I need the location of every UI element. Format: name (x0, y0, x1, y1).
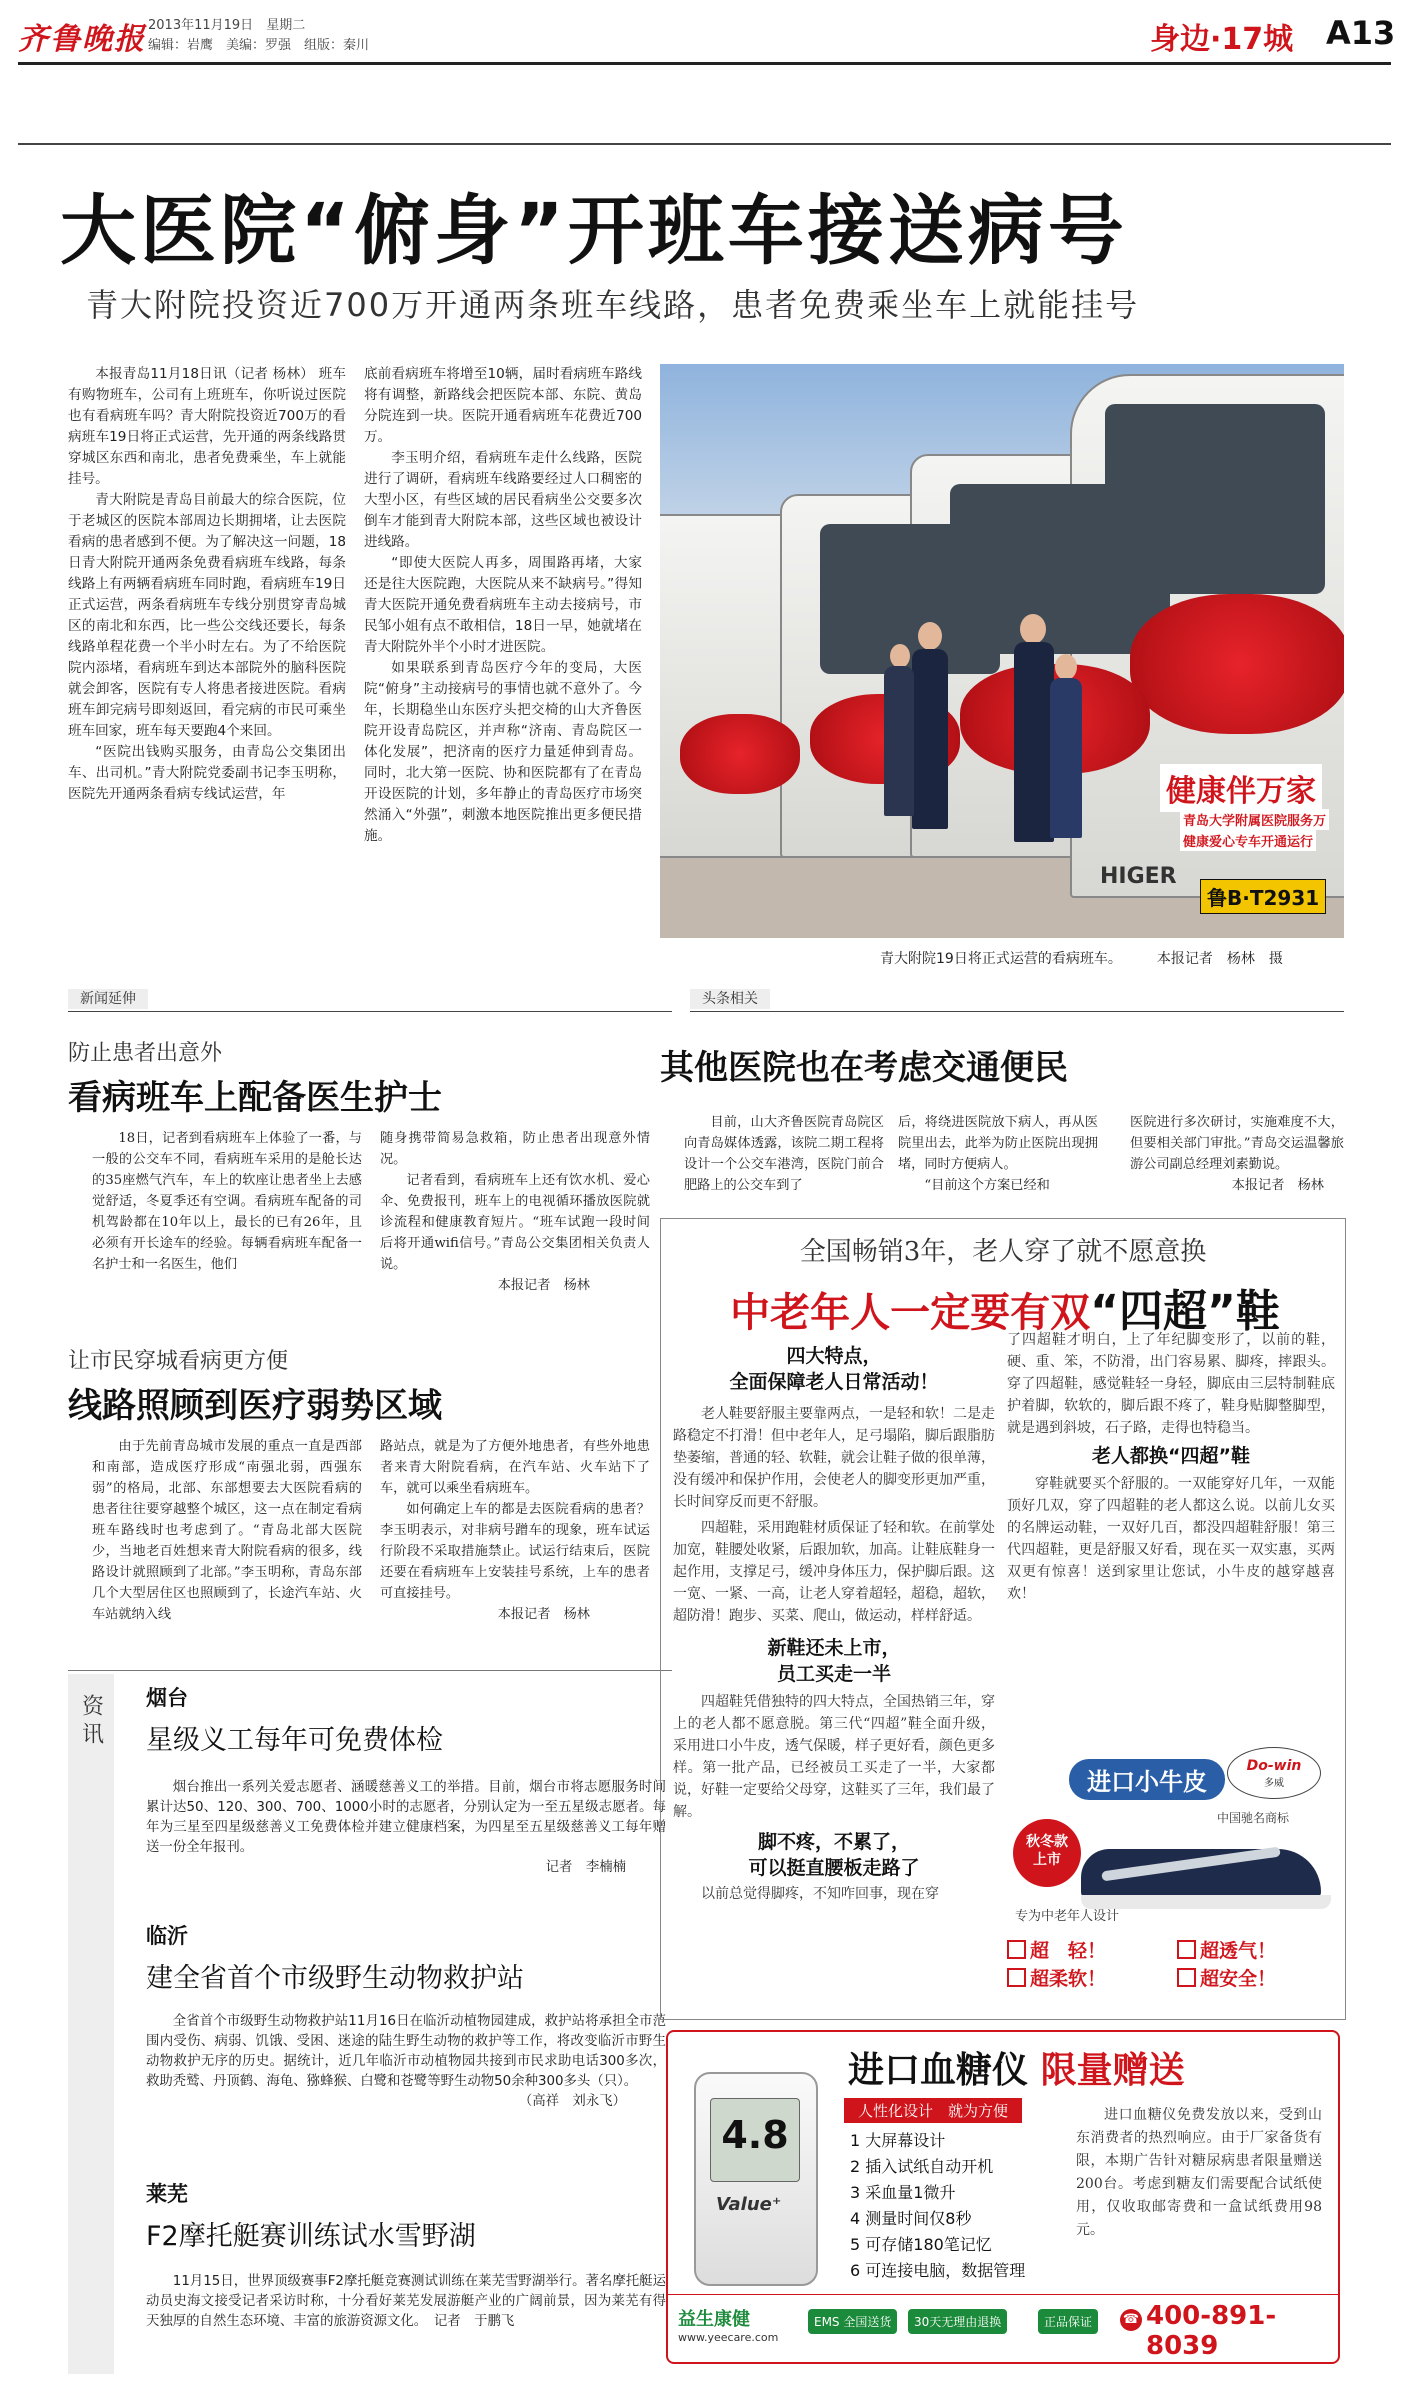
season-badge: 秋冬款 上市 (1013, 1819, 1081, 1887)
paragraph: 由于先前青岛城市发展的重点一直是西部和南部，造成医疗形成“南强北弱，西强东弱”的格局，北部、东部想要去大医院看病的患者往往要穿越整个城区，这一点在制定看病班车路线时也考虑到了。“青岛北部大医院少，当地老百姓想来青大附院看病的很多，线路设计就照顾到了北部。”李玉明称，青岛东部几个大型居住区也照顾到了，长途汽车站、火车站就纳入线 (92, 1439, 362, 1622)
paragraph: 如果联系到青岛医疗今年的变局，大医院“俯身”主动接病号的事情也就不意外了。今年，长期稳坐山东医疗头把交椅的山大齐鲁医院开设青岛院区，并声称“济南、青岛院区一体化发展”，把济南的医疗力量延伸到青岛。同时，北大第一医院、协和医院都有了在青岛开设医院的计划，多年静止的青岛医疗市场突然涌入“外强”，刺激本地医院推出更多便民措施。 (364, 660, 642, 844)
glucose-ad (666, 2030, 1340, 2364)
glucose-phone: 400-891-8039 (1146, 2301, 1277, 2361)
paragraph: 11月15日，世界顶级赛事F2摩托艇竞赛测试训练在莱芜雪野湖举行。著名摩托艇运动员史海文接受记者采访时称，十分看好莱芜发展游艇产业的广阔前景，因为莱芜有得天独厚的自然生态环境、丰富的旅游资源文化。 记者 于鹏飞 (146, 2274, 666, 2329)
bus-sign-3: 健康爱心专车开通运行 (1180, 830, 1316, 851)
glucose-title: 进口血糖仪 限量赠送 (848, 2050, 1185, 2091)
news-extension-label: 新闻延伸 (68, 988, 672, 1012)
shoe-ad-sub1: 四大特点， 全面保障老人日常活动！ (729, 1345, 939, 1393)
story2-kicker: 让市民穿城看病更方便 (68, 1349, 289, 1374)
story1-col2 (380, 1128, 650, 1296)
feature-soft: 超柔软！ (1007, 1965, 1187, 1993)
paragraph: 青大附院是青岛目前最大的综合医院，位于老城区的医院本部周边长期拥堵，让去医院看病的患者感到不便。为了解决这一问题，18日青大附院开通两条免费看病班车线路，每条线路上有两辆看病班车同时跑，看病班车19日正式运营，两条看病班车专线分别贯穿青岛城区的南北和东西，比一些公交线还要长，每条线路单程花费一个半小时左右。为了不给医院院内添堵，看病班车到达本部院外的脑科医院就会卸客，医院有专人将患者接进医院。看病班车卸完病号即刻返回，看完病的市民可乘坐班车回家，班车每天要跑4个来回。 (68, 492, 346, 739)
top-rule (18, 143, 1391, 145)
glucose-features (850, 2128, 1025, 2284)
paragraph: 18日，记者到看病班车上体验了一番，与一般的公交车不同，看病班车采用的是舱长达的35座燃气汽车，车上的软座让患者坐上去感觉舒适，冬夏季还有空调。看病班车配备的司机驾龄都在10年以上，最长的已有26年，且必须有开长途车的经验。每辆看病班车配备一名护士和一名医生，他们 (92, 1131, 362, 1272)
paragraph: 如何确定上车的都是去医院看病的患者？李玉明表示，对非病号蹭车的现象，班车试运行阶段不采取措施禁止。试运行结束后，医院还要在看病班车上安装挂号系统，上车的患者可直接挂号。 (380, 1502, 650, 1601)
issue-date: 2013年11月19日 星期二 (148, 18, 306, 33)
brief-2-byline: （高祥 刘永飞） (518, 2094, 626, 2109)
check-icon (1007, 1940, 1026, 1959)
shoe-features (1007, 1937, 1187, 1993)
brief-3-city: 莱芜 (146, 2182, 188, 2206)
meter-reading: 4.8 (721, 2113, 789, 2157)
brief-1-title: 星级义工每年可免费体检 (146, 1725, 443, 1756)
glucose-desc: 进口血糖仪免费发放以来，受到山东消费者的热烈响应。由于厂家备货有限，本期广告针对糖尿病患者限量赠送200台。考虑到糖友们需要配合试纸使用，仅收取邮寄费和一盒试纸费用98元。 (1076, 2107, 1322, 2238)
glucose-meter (694, 2072, 818, 2286)
story2-col2 (380, 1436, 650, 1625)
bus-sign-2: 青岛大学附属医院服务万 (1180, 809, 1329, 830)
phone-icon: ☎ (1120, 2309, 1142, 2331)
feature-item: 3 采血量1微升 (850, 2183, 956, 2202)
headline-subtitle: 青大附院投资近700万开通两条班车线路，患者免费乘坐车上就能挂号 (86, 286, 1140, 324)
photo-caption-text: 青大附院19日将正式运营的看病班车。 (880, 951, 1115, 967)
check-icon (1007, 1968, 1026, 1987)
paragraph: 本报青岛11月18日讯（记者 杨林） 班车有购物班车，公司有上班班车，你听说过医院也有看病班车吗？青大附院投资近700万的看病班车19日将正式运营，先开通的两条线路贯穿城区东西和南北，患者免费乘坐，车上就能挂号。 (68, 366, 346, 487)
badge-return: 30天无理由退换 (908, 2309, 1007, 2334)
feature-item: 4 测量时间仅8秒 (850, 2209, 972, 2228)
section-name: 身边·17城 (1150, 22, 1294, 57)
meter-brand: Value⁺ (716, 2194, 782, 2215)
feature-safe: 超安全！ (1177, 1965, 1337, 1993)
feature-item: 1 大屏幕设计 (850, 2131, 946, 2150)
brief-1-city: 烟台 (146, 1686, 188, 1710)
brief-3-body (146, 2272, 666, 2332)
related-title: 其他医院也在考虑交通便民 (660, 1048, 1068, 1088)
shoe-ad-col2: 了四超鞋才明白，上了年纪脚变形了，以前的鞋，硬、重、笨，不防滑，出门容易累、脚疼，摔跟头。穿了四超鞋，感觉鞋轻一身轻，脚底由三层特制鞋底护着脚，软软的，脚后跟不疼了，鞋身贴脚整脚型，就是遇到斜坡，石子路，走得也特稳当。 老人都换“四超”鞋 穿鞋就要买个舒服的。一双能穿好几年，一双能顶好几双，穿了四超鞋的老人都这么说。以前儿女买的名牌运动鞋，一双好几百，都没四超鞋舒服！第三代四超鞋，更是舒服又好看，现在买一双实惠，买两双更有惊喜！送到家里让您试，小牛皮的越穿越喜欢！ (1007, 1332, 1335, 1602)
headline-title: 大医院“俯身”开班车接送病号 (60, 186, 1128, 275)
bus-plate: 鲁B·T2931 (1200, 879, 1326, 914)
main-story-col1 (68, 364, 346, 805)
feature-light: 超 轻！ (1007, 1937, 1187, 1965)
bus-sign-1: 健康伴万家 (1160, 764, 1322, 812)
shoe-ad-banner: 全国畅销3年，老人穿了就不愿意换 (799, 1237, 1207, 1267)
story1-byline: 本报记者 杨林 (497, 1278, 590, 1293)
related-byline: 本报记者 杨林 (1231, 1178, 1324, 1193)
shoe-brand-tag: 进口小牛皮 (1069, 1759, 1225, 1800)
paragraph: 全省首个市级野生动物救护站11月16日在临沂动植物园建成，救护站将承担全市范围内受伤、病弱、饥饿、受困、迷途的陆生野生动物的救护等工作，将改变临沂市野生动物救护无序的历史。据统计，近几年临沂市动植物园共接到市民求助电话300多次，救助秃鹫、丹顶鹤、海龟、猕蜂猴、白鹭和苍鹭等野生动物50余种300多头（只）。 (146, 2014, 666, 2089)
shoe-ad-col1: 老人鞋要舒服主要靠两点，一是轻和软！二是走路稳定不打滑！但中老年人，足弓塌陷，脚后跟脂肪垫萎缩，普通的轻、软鞋，就会让鞋子做的很单薄，没有缓冲和保护作用，会使老人的脚变形更加严重，长时间穿反而更不舒服。 四超鞋，采用跑鞋材质保证了轻和软。在前掌处加宽，鞋腰处收紧，后跟加软，加高。让鞋底鞋身一起作用，支撑足弓，缓冲身体压力，保护脚后跟。这一宽、一紧、一高，让老人穿着超轻，超稳，超软，超防滑！跑步、买菜、爬山，做运动，样样舒适。 新鞋还未上市， 员工买走一半 四超鞋凭借独特的四大特点，全国热销三年，穿上的老人都不愿意脱。第三代“四超”鞋全面升级，采用进口小牛皮，透气保暖，样子更好看，颜色更多样。第一批产品，已经被员工买走了一半，大家都说，好鞋一定要给父母穿，这鞋买了三年，我们最了解。 脚不疼，不累了， 可以挺直腰板走路了 以前总觉得脚疼，不知咋回事，现在穿 (673, 1406, 995, 1902)
shoe-ad-title: 中老年人一定要有双“四超”鞋 (730, 1286, 1280, 1337)
paragraph: 目前，山大齐鲁医院青岛院区向青岛媒体透露，该院二期工程将设计一个公交车港湾，医院门前合肥路上的公交车到了 (684, 1115, 884, 1193)
brief-2-city: 临沂 (146, 1924, 188, 1948)
check-icon (1177, 1968, 1196, 1987)
famous-mark: 中国驰名商标 (1217, 1811, 1290, 1825)
feature-item: 2 插入试纸自动开机 (850, 2157, 994, 2176)
bus-photo (660, 364, 1344, 938)
feature-item: 5 可存储180笔记忆 (850, 2235, 992, 2254)
for-elderly-label: 专为中老年人设计 (1015, 1909, 1120, 1924)
photo-credit: 本报记者 杨林 摄 (1156, 951, 1283, 967)
paragraph: 路站点，就是为了方便外地患者，有些外地患者来青大附院看病，在汽车站、火车站下了车，就可以乘坐看病班车。 (380, 1439, 650, 1496)
briefs-label: 资讯 (78, 1694, 104, 1750)
briefs-sidebar (68, 1674, 114, 2374)
brief-3-title: F2摩托艇赛训练试水雪野湖 (146, 2221, 476, 2252)
brief-2-title: 建全省首个市级野生动物救护站 (146, 1963, 524, 1994)
brand-logo: Do-win 多威 (1227, 1747, 1321, 1799)
editor-line: 编辑：岩鹰 美编：罗强 组版：秦川 (148, 38, 370, 53)
paragraph: “即使大医院人再多，周围路再堵，大家还是往大医院跑，大医院从来不缺病号。”得知青大医院开通免费看病班车主动去接病号，市民邹小姐有点不敢相信，18日一早，她就堵在青大附院外半个小时才进医院。 (364, 555, 642, 655)
story2-byline: 本报记者 杨林 (497, 1607, 590, 1622)
paragraph: 记者看到，看病班车上还有饮水机、爱心伞、免费报刊，班车上的电视循环播放医院就诊流程和健康教育短片。“班车试跑一段时间后将开通wifi信号。”青岛公交集团相关负责人说。 (380, 1173, 650, 1272)
footer-brand: 益生康健 www.yeecare.com (678, 2309, 779, 2344)
feature-item: 6 可连接电脑，数据管理 (850, 2261, 1026, 2280)
bus-brand: HIGER (1100, 864, 1177, 889)
masthead-rule (18, 62, 1391, 65)
related-col3 (1130, 1112, 1344, 1196)
related-col1 (684, 1112, 884, 1196)
paragraph: “目前这个方案已经和 (924, 1178, 1050, 1193)
shoe-features-2 (1177, 1937, 1337, 1993)
paragraph: 李玉明介绍，看病班车走什么线路，医院进行了调研，看病班车线路要经过人口稠密的大型小区，有些区域的居民看病坐公交要多次倒车才能到青大附院本部，这些区域也被设计进线路。 (364, 450, 642, 550)
related-col2 (898, 1112, 1098, 1196)
related-label: 头条相关 (690, 988, 1344, 1012)
brief-2-body (146, 2012, 666, 2112)
paper-logo: 齐鲁晚报 (18, 22, 146, 57)
brief-3-byline: 记者 于鹏飞 (433, 2314, 515, 2329)
photo-caption (880, 948, 1283, 968)
feature-breathable: 超透气！ (1177, 1937, 1337, 1965)
page-number: A13 (1326, 14, 1396, 52)
story2-title: 线路照顾到医疗弱势区域 (68, 1386, 442, 1426)
shoe-ad (660, 1218, 1346, 2020)
paragraph: 随身携带简易急救箱，防止患者出现意外情况。 (380, 1131, 650, 1167)
badge-genuine: 正品保证 (1038, 2309, 1098, 2334)
main-story-col2 (364, 364, 642, 847)
paragraph: 底前看病班车将增至10辆，届时看病班车路线将有调整，新路线会把医院本部、东院、黄岛分院连到一块。医院开通看病班车花费近700万。 (364, 366, 642, 445)
paragraph: 后，将绕进医院放下病人，再从医院里出去，此举为防止医院出现拥堵，同时方便病人。 (898, 1115, 1098, 1172)
brief-1-byline: 记者 李楠楠 (545, 1860, 626, 1875)
brief-1-body (146, 1778, 666, 1878)
story2-col1 (92, 1436, 362, 1625)
paragraph: 烟台推出一系列关爱志愿者、涵暖慈善义工的举措。目前，烟台市将志愿服务时间累计达50、120、300、700、1000小时的志愿者，分别认定为一至五星级志愿者。每年为三星至四星级慈善义工免费体检并建立健康档案，为四星至五星级慈善义工每年赠送一份全年报刊。 (146, 1780, 666, 1855)
glucose-footer (668, 2294, 1338, 2361)
badge-ems: EMS 全国送货 (808, 2309, 897, 2334)
story1-title: 看病班车上配备医生护士 (68, 1078, 442, 1118)
check-icon (1177, 1940, 1196, 1959)
story1-kicker: 防止患者出意外 (68, 1041, 223, 1066)
glucose-tagline: 人性化设计 就为方便 (844, 2098, 1022, 2123)
briefs-divider (68, 1670, 672, 1671)
masthead (0, 0, 1409, 60)
story1-col1 (92, 1128, 362, 1275)
paragraph: “医院出钱购买服务，由青岛公交集团出车、出司机。”青大附院党委副书记李玉明称，医院先开通两条看病专线试运营，年 (68, 744, 346, 802)
paragraph: 医院进行多次研讨，实施难度不大，但要相关部门审批。”青岛交运温馨旅游公司副总经理刘素勤说。 (1130, 1115, 1344, 1172)
